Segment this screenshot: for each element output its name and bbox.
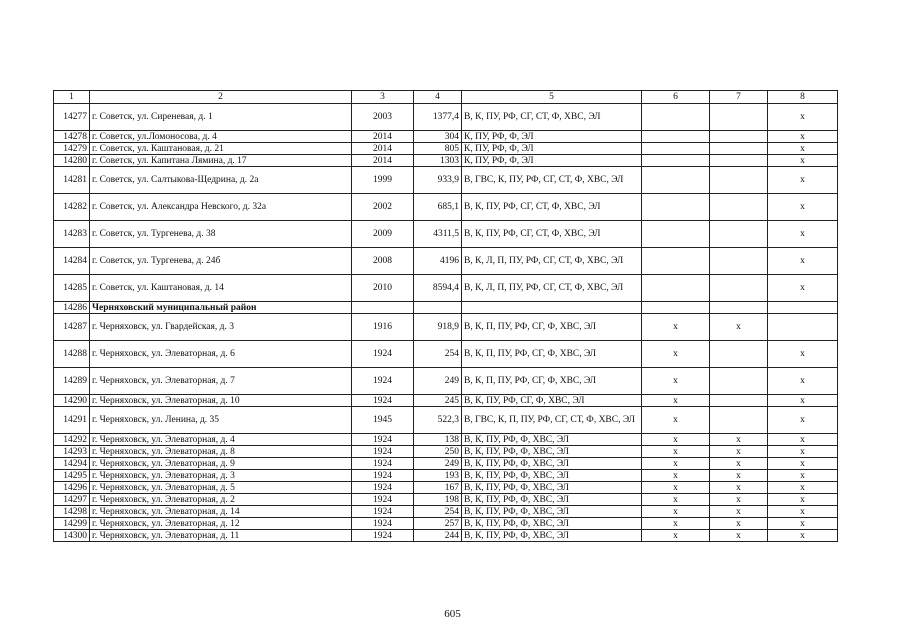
row-number: 14278 [54, 131, 90, 143]
col-header-1: 1 [54, 91, 90, 104]
row-col7-mark [710, 131, 768, 143]
row-year: 1924 [352, 506, 414, 518]
col-header-5: 5 [462, 91, 642, 104]
row-works: В, К, П, ПУ, РФ, СГ, Ф, ХВС, ЭЛ [462, 314, 642, 341]
table-row [54, 458, 838, 470]
row-works: В, ГВС, К, ПУ, РФ, СГ, СТ, Ф, ХВС, ЭЛ [462, 167, 642, 194]
row-year: 1924 [352, 446, 414, 458]
row-col8-mark: x [768, 155, 838, 167]
row-col6-mark [642, 248, 710, 275]
row-number: 14280 [54, 155, 90, 167]
row-number: 14287 [54, 314, 90, 341]
row-number: 14296 [54, 482, 90, 494]
row-area: 249 [414, 458, 462, 470]
row-col8-mark [768, 314, 838, 341]
row-col6-mark: x [642, 368, 710, 395]
table-row [54, 368, 838, 395]
page-number: 605 [444, 608, 461, 620]
row-col7-mark [710, 194, 768, 221]
row-area: 138 [414, 434, 462, 446]
row-year: 1924 [352, 482, 414, 494]
row-col6-mark [642, 131, 710, 143]
row-works: В, К, ПУ, РФ, СГ, СТ, Ф, ХВС, ЭЛ [462, 221, 642, 248]
col-header-3: 3 [352, 91, 414, 104]
row-col7-mark [710, 395, 768, 407]
row-works: В, К, ПУ, РФ, Ф, ХВС, ЭЛ [462, 482, 642, 494]
row-col7-mark: x [710, 458, 768, 470]
row-col7-mark: x [710, 530, 768, 542]
row-address: г. Черняховск, ул. Элеваторная, д. 11 [90, 530, 352, 542]
row-number: 14294 [54, 458, 90, 470]
row-col7-mark [710, 104, 768, 131]
row-address: г. Советск, ул. Тургенева, д. 38 [90, 221, 352, 248]
row-works: В, К, ПУ, РФ, СГ, СТ, Ф, ХВС, ЭЛ [462, 104, 642, 131]
row-col6-mark: x [642, 446, 710, 458]
table-row [54, 275, 838, 302]
row-address: Черняховский муниципальный район [90, 302, 352, 314]
col-header-7: 7 [710, 91, 768, 104]
row-address: г. Черняховск, ул. Ленина, д. 35 [90, 407, 352, 434]
row-col6-mark: x [642, 482, 710, 494]
table-row [54, 104, 838, 131]
table-row [54, 395, 838, 407]
col-header-2: 2 [90, 91, 352, 104]
row-col8-mark: x [768, 446, 838, 458]
row-col8-mark: x [768, 530, 838, 542]
row-works: В, К, ПУ, РФ, Ф, ХВС, ЭЛ [462, 434, 642, 446]
row-col8-mark: x [768, 143, 838, 155]
row-area: 198 [414, 494, 462, 506]
row-address: г. Советск, ул. Капитана Лямина, д. 17 [90, 155, 352, 167]
row-number: 14281 [54, 167, 90, 194]
row-number: 14288 [54, 341, 90, 368]
col-header-6: 6 [642, 91, 710, 104]
row-address: г. Советск, ул. Салтыкова-Щедрина, д. 2а [90, 167, 352, 194]
table-row [54, 341, 838, 368]
table-row [54, 248, 838, 275]
row-number: 14297 [54, 494, 90, 506]
row-works: В, К, ПУ, РФ, Ф, ХВС, ЭЛ [462, 458, 642, 470]
table-row [54, 131, 838, 143]
row-number: 14285 [54, 275, 90, 302]
table-row [54, 446, 838, 458]
row-col6-mark [642, 155, 710, 167]
row-col8-mark: x [768, 518, 838, 530]
row-number: 14290 [54, 395, 90, 407]
row-col7-mark [710, 248, 768, 275]
row-col7-mark [710, 275, 768, 302]
row-year [352, 302, 414, 314]
table-row [54, 530, 838, 542]
col-header-4: 4 [414, 91, 462, 104]
table-row [54, 482, 838, 494]
row-col8-mark: x [768, 221, 838, 248]
row-address: г. Советск, ул. Каштановая, д. 14 [90, 275, 352, 302]
row-year: 2014 [352, 143, 414, 155]
table-row [54, 314, 838, 341]
row-area: 254 [414, 341, 462, 368]
row-col8-mark: x [768, 341, 838, 368]
row-address: г. Черняховск, ул. Элеваторная, д. 12 [90, 518, 352, 530]
table-row [54, 407, 838, 434]
row-col8-mark: x [768, 470, 838, 482]
row-area: 4196 [414, 248, 462, 275]
row-works: К, ПУ, РФ, Ф, ЭЛ [462, 131, 642, 143]
row-number: 14286 [54, 302, 90, 314]
row-col8-mark: x [768, 275, 838, 302]
row-col7-mark [710, 221, 768, 248]
row-col7-mark [710, 167, 768, 194]
row-col6-mark [642, 194, 710, 221]
row-address: г. Советск, ул. Каштановая, д. 21 [90, 143, 352, 155]
row-number: 14283 [54, 221, 90, 248]
row-col7-mark: x [710, 494, 768, 506]
section-row [54, 302, 838, 314]
row-col8-mark: x [768, 407, 838, 434]
document-page [53, 90, 837, 542]
row-col7-mark: x [710, 434, 768, 446]
row-number: 14282 [54, 194, 90, 221]
row-col6-mark: x [642, 530, 710, 542]
row-col6-mark [642, 221, 710, 248]
row-number: 14300 [54, 530, 90, 542]
row-col8-mark: x [768, 482, 838, 494]
row-area: 522,3 [414, 407, 462, 434]
row-number: 14298 [54, 506, 90, 518]
row-col6-mark [642, 167, 710, 194]
row-col8-mark [768, 302, 838, 314]
row-address: г. Черняховск, ул. Элеваторная, д. 9 [90, 458, 352, 470]
row-col7-mark [710, 341, 768, 368]
row-year: 1916 [352, 314, 414, 341]
row-col6-mark: x [642, 341, 710, 368]
row-year: 2014 [352, 155, 414, 167]
row-area: 257 [414, 518, 462, 530]
row-area: 250 [414, 446, 462, 458]
row-year: 1924 [352, 530, 414, 542]
row-col7-mark: x [710, 506, 768, 518]
col-header-8: 8 [768, 91, 838, 104]
row-area: 249 [414, 368, 462, 395]
row-area: 1377,4 [414, 104, 462, 131]
row-area: 245 [414, 395, 462, 407]
row-works [462, 302, 642, 314]
row-col8-mark: x [768, 167, 838, 194]
row-col8-mark: x [768, 104, 838, 131]
row-number: 14295 [54, 470, 90, 482]
header-row [54, 91, 838, 104]
row-area: 304 [414, 131, 462, 143]
row-col6-mark [642, 302, 710, 314]
row-year: 2009 [352, 221, 414, 248]
row-address: г. Советск, ул.Ломоносова, д. 4 [90, 131, 352, 143]
row-year: 1924 [352, 368, 414, 395]
row-area: 8594,4 [414, 275, 462, 302]
row-area: 254 [414, 506, 462, 518]
table-row [54, 470, 838, 482]
row-col6-mark [642, 275, 710, 302]
row-area: 918,9 [414, 314, 462, 341]
row-col8-mark: x [768, 494, 838, 506]
row-address: г. Черняховск, ул. Элеваторная, д. 7 [90, 368, 352, 395]
row-col7-mark: x [710, 482, 768, 494]
row-area [414, 302, 462, 314]
row-area: 244 [414, 530, 462, 542]
row-col8-mark: x [768, 248, 838, 275]
row-col6-mark: x [642, 407, 710, 434]
row-number: 14293 [54, 446, 90, 458]
row-area: 685,1 [414, 194, 462, 221]
row-col7-mark: x [710, 314, 768, 341]
row-year: 1924 [352, 470, 414, 482]
row-works: В, К, П, ПУ, РФ, СГ, Ф, ХВС, ЭЛ [462, 368, 642, 395]
row-col6-mark: x [642, 518, 710, 530]
row-year: 1924 [352, 518, 414, 530]
row-year: 1999 [352, 167, 414, 194]
row-number: 14277 [54, 104, 90, 131]
row-address: г. Черняховск, ул. Элеваторная, д. 3 [90, 470, 352, 482]
row-year: 1924 [352, 395, 414, 407]
table-row [54, 143, 838, 155]
row-col8-mark: x [768, 368, 838, 395]
row-year: 1924 [352, 458, 414, 470]
row-address: г. Советск, ул. Тургенева, д. 24б [90, 248, 352, 275]
row-col6-mark: x [642, 395, 710, 407]
row-col7-mark [710, 368, 768, 395]
row-col6-mark: x [642, 458, 710, 470]
table-row [54, 518, 838, 530]
row-address: г. Советск, ул. Александра Невского, д. 32а [90, 194, 352, 221]
row-address: г. Черняховск, ул. Элеваторная, д. 2 [90, 494, 352, 506]
row-area: 193 [414, 470, 462, 482]
row-col6-mark: x [642, 506, 710, 518]
table-row [54, 221, 838, 248]
row-year: 2002 [352, 194, 414, 221]
row-col6-mark: x [642, 314, 710, 341]
table-row [54, 494, 838, 506]
row-works: В, К, ПУ, РФ, Ф, ХВС, ЭЛ [462, 518, 642, 530]
row-address: г. Черняховск, ул. Элеваторная, д. 14 [90, 506, 352, 518]
table-body [54, 104, 838, 542]
row-address: г. Черняховск, ул. Элеваторная, д. 6 [90, 341, 352, 368]
row-col7-mark: x [710, 518, 768, 530]
row-address: г. Советск, ул. Сиреневая, д. 1 [90, 104, 352, 131]
row-col6-mark [642, 143, 710, 155]
row-col7-mark [710, 302, 768, 314]
row-col6-mark: x [642, 494, 710, 506]
row-col8-mark: x [768, 395, 838, 407]
table-row [54, 506, 838, 518]
row-col8-mark: x [768, 458, 838, 470]
row-address: г. Черняховск, ул. Элеваторная, д. 10 [90, 395, 352, 407]
row-col7-mark [710, 143, 768, 155]
row-year: 2014 [352, 131, 414, 143]
row-area: 1303 [414, 155, 462, 167]
row-area: 805 [414, 143, 462, 155]
table-row [54, 167, 838, 194]
row-number: 14279 [54, 143, 90, 155]
row-area: 167 [414, 482, 462, 494]
row-works: В, К, ПУ, РФ, Ф, ХВС, ЭЛ [462, 470, 642, 482]
row-number: 14292 [54, 434, 90, 446]
row-col8-mark: x [768, 194, 838, 221]
row-address: г. Черняховск, ул. Элеваторная, д. 8 [90, 446, 352, 458]
row-col6-mark [642, 104, 710, 131]
row-works: В, К, Л, П, ПУ, РФ, СГ, СТ, Ф, ХВС, ЭЛ [462, 248, 642, 275]
row-col6-mark: x [642, 434, 710, 446]
row-works: В, К, ПУ, РФ, СГ, Ф, ХВС, ЭЛ [462, 395, 642, 407]
row-works: В, К, ПУ, РФ, Ф, ХВС, ЭЛ [462, 506, 642, 518]
housing-table [53, 90, 838, 542]
row-year: 1924 [352, 494, 414, 506]
table-row [54, 434, 838, 446]
row-year: 1945 [352, 407, 414, 434]
row-works: В, К, ПУ, РФ, Ф, ХВС, ЭЛ [462, 446, 642, 458]
row-col8-mark: x [768, 434, 838, 446]
row-address: г. Черняховск, ул. Элеваторная, д. 4 [90, 434, 352, 446]
row-works: В, К, ПУ, РФ, Ф, ХВС, ЭЛ [462, 530, 642, 542]
row-col7-mark [710, 155, 768, 167]
table-row [54, 155, 838, 167]
row-col8-mark: x [768, 131, 838, 143]
row-col7-mark: x [710, 446, 768, 458]
row-col7-mark: x [710, 470, 768, 482]
row-year: 1924 [352, 434, 414, 446]
row-works: В, К, Л, П, ПУ, РФ, СГ, СТ, Ф, ХВС, ЭЛ [462, 275, 642, 302]
row-number: 14284 [54, 248, 90, 275]
row-year: 2010 [352, 275, 414, 302]
row-works: В, ГВС, К, П, ПУ, РФ, СГ, СТ, Ф, ХВС, ЭЛ [462, 407, 642, 434]
row-year: 2003 [352, 104, 414, 131]
table-row [54, 194, 838, 221]
row-number: 14291 [54, 407, 90, 434]
row-col8-mark: x [768, 506, 838, 518]
row-address: г. Черняховск, ул. Элеваторная, д. 5 [90, 482, 352, 494]
row-year: 1924 [352, 341, 414, 368]
row-address: г. Черняховск, ул. Гвардейская, д. 3 [90, 314, 352, 341]
row-year: 2008 [352, 248, 414, 275]
row-number: 14289 [54, 368, 90, 395]
row-col7-mark [710, 407, 768, 434]
row-col6-mark: x [642, 470, 710, 482]
row-number: 14299 [54, 518, 90, 530]
row-area: 4311,5 [414, 221, 462, 248]
row-works: К, ПУ, РФ, Ф, ЭЛ [462, 143, 642, 155]
row-works: В, К, ПУ, РФ, СГ, СТ, Ф, ХВС, ЭЛ [462, 194, 642, 221]
row-works: В, К, ПУ, РФ, Ф, ХВС, ЭЛ [462, 494, 642, 506]
row-works: В, К, П, ПУ, РФ, СГ, Ф, ХВС, ЭЛ [462, 341, 642, 368]
row-works: К, ПУ, РФ, Ф, ЭЛ [462, 155, 642, 167]
row-area: 933,9 [414, 167, 462, 194]
